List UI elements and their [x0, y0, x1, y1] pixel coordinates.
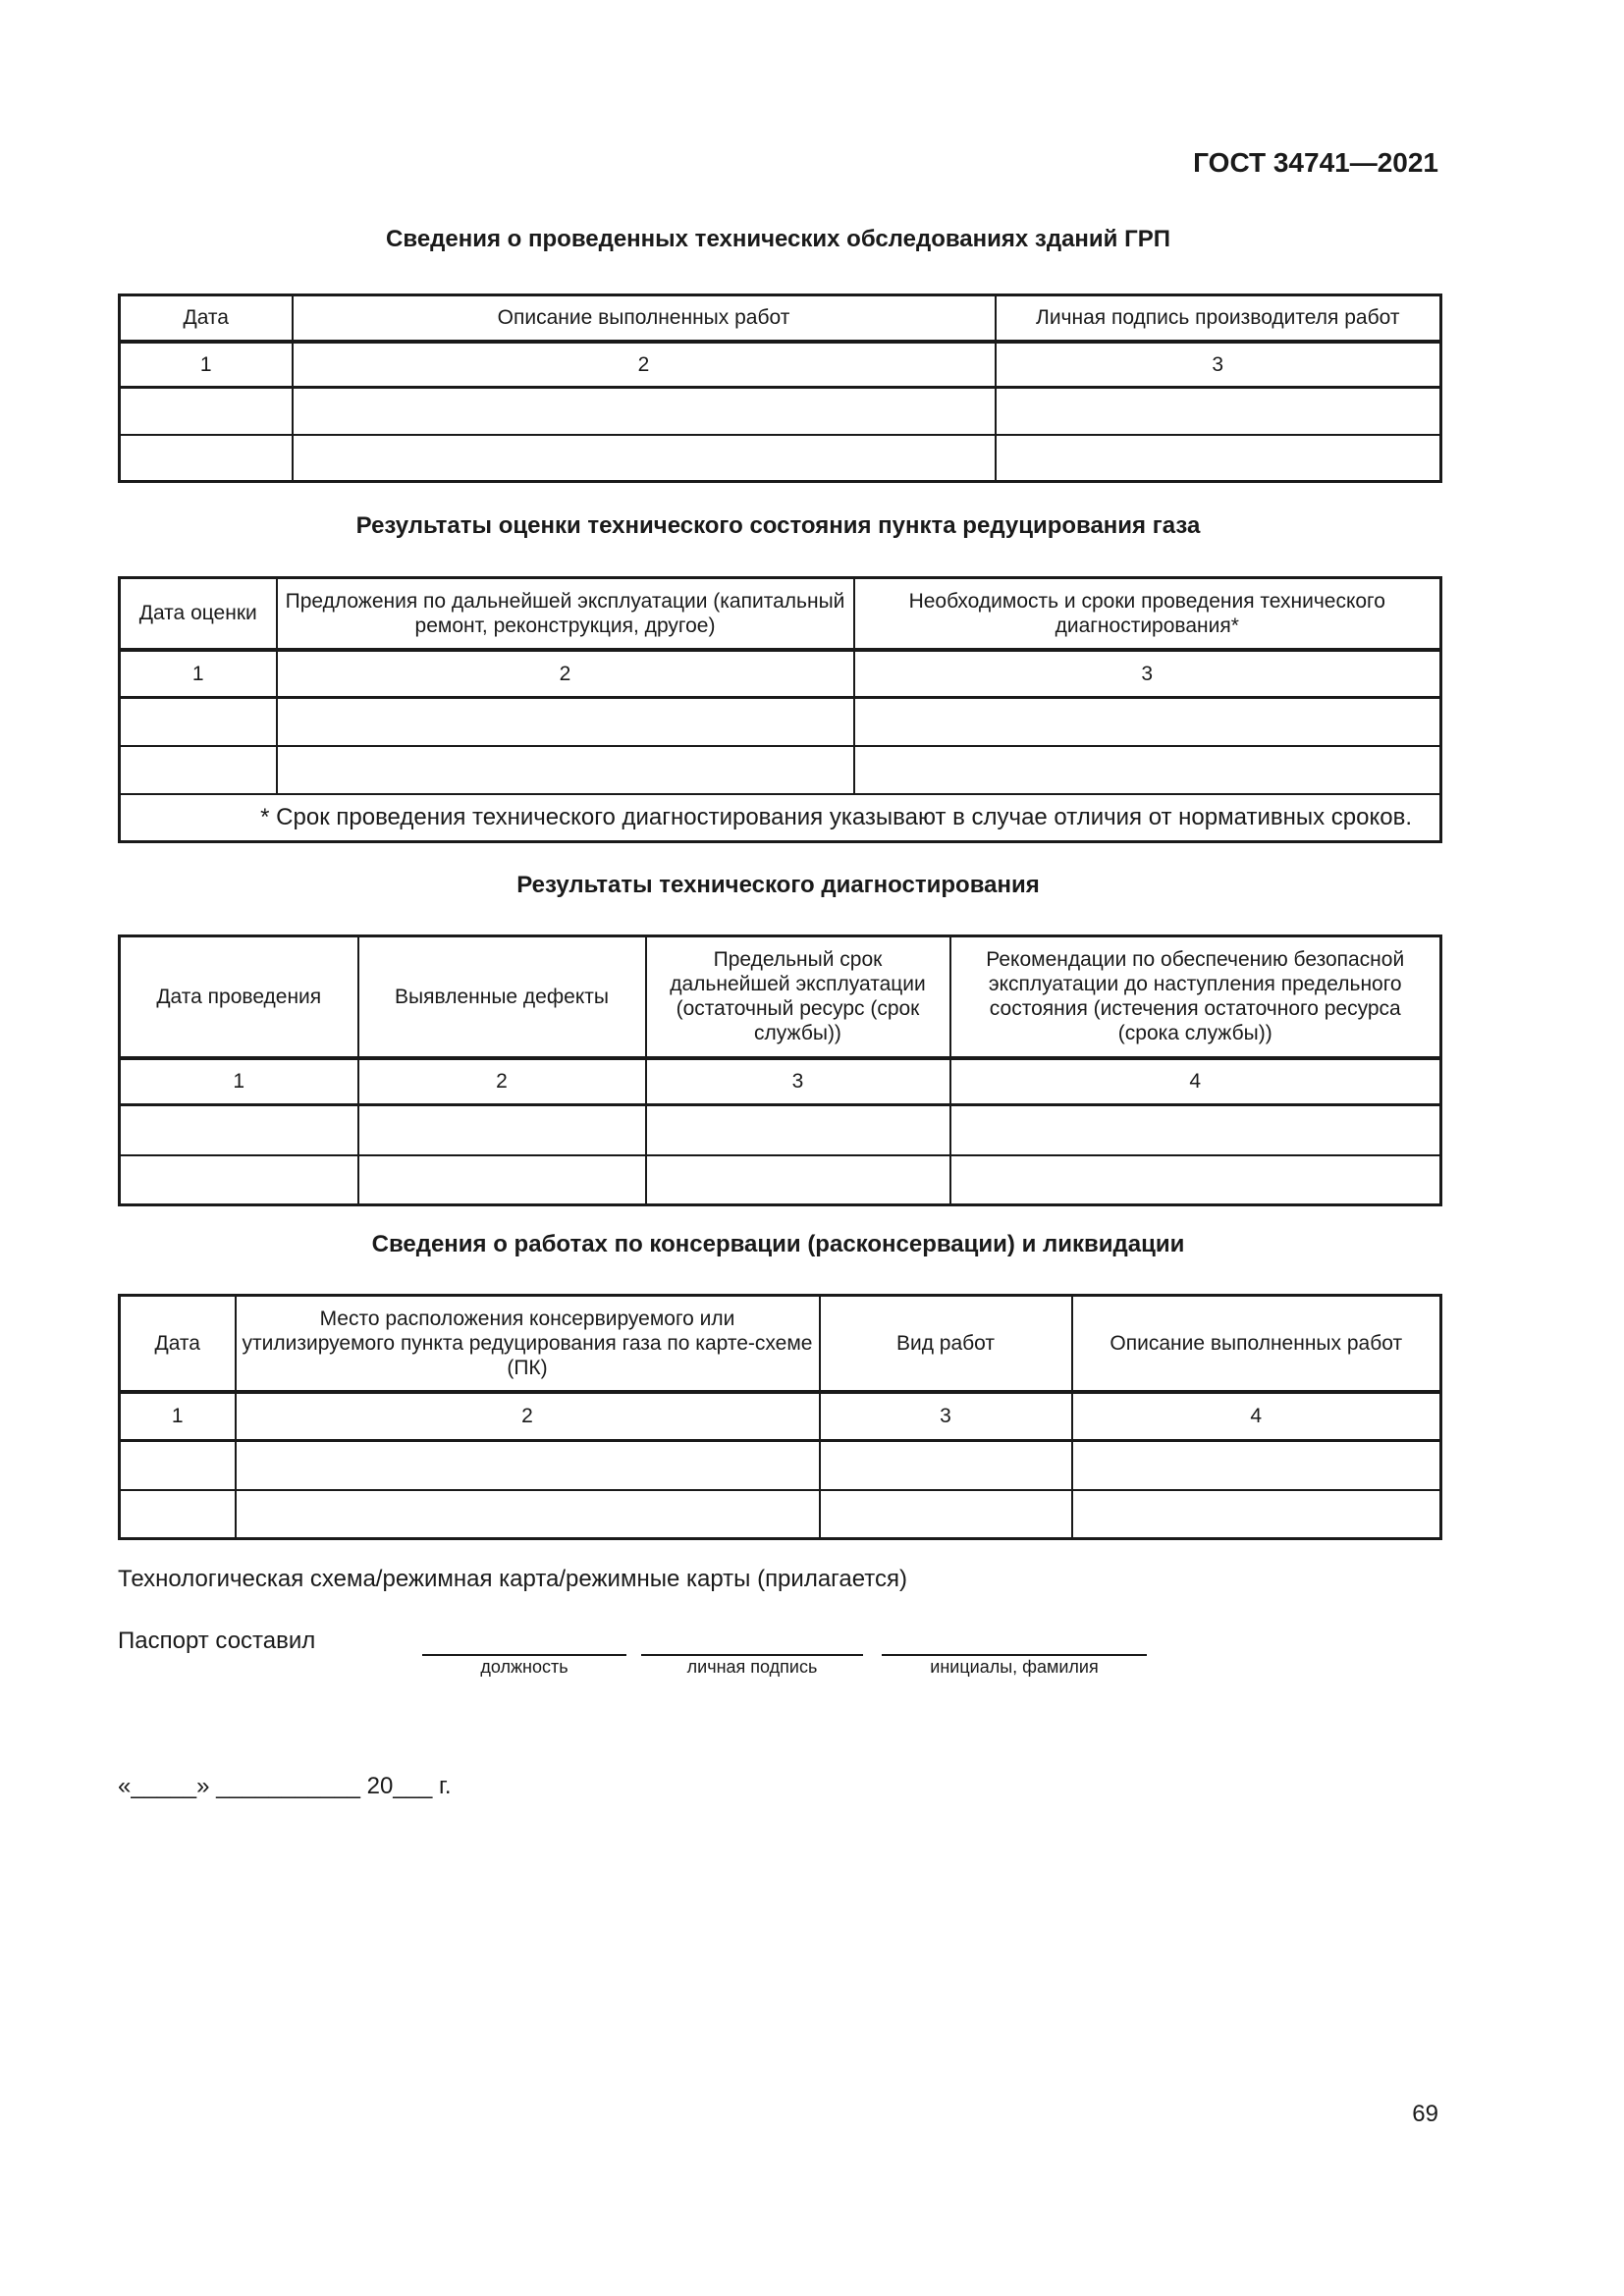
position-signature-line — [422, 1654, 626, 1656]
table-inspections — [118, 294, 1442, 483]
column-number: 3 — [646, 1058, 950, 1105]
column-number: 4 — [950, 1058, 1441, 1105]
compiled-by-label: Паспорт составил — [118, 1628, 316, 1654]
column-header: Описание выполненных работ — [293, 295, 996, 342]
column-header: Дата — [120, 1296, 236, 1392]
empty-cell — [120, 746, 277, 794]
signature-caption-name: инициалы, фамилия — [930, 1657, 1099, 1677]
scheme-attachment-text: Технологическая схема/режимная карта/режимные карты (прилагается) — [118, 1566, 907, 1592]
empty-cell — [646, 1105, 950, 1155]
column-number: 4 — [1072, 1392, 1441, 1441]
column-header: Необходимость и сроки проведения технического диагностирования* — [854, 578, 1441, 650]
empty-cell — [120, 698, 277, 746]
column-number: 1 — [120, 1392, 236, 1441]
empty-cell — [236, 1490, 820, 1539]
column-header: Дата — [120, 295, 293, 342]
table-row — [120, 1490, 1441, 1539]
column-header: Выявленные дефекты — [358, 936, 646, 1058]
table-conservation — [118, 1294, 1442, 1540]
section-title-assessment: Результаты оценки технического состояния пункта редуцирования газа — [355, 512, 1201, 539]
column-header: Вид работ — [820, 1296, 1072, 1392]
empty-cell — [950, 1105, 1441, 1155]
table-row — [120, 388, 1441, 435]
empty-cell — [820, 1490, 1072, 1539]
empty-cell — [120, 1490, 236, 1539]
column-number: 2 — [277, 650, 854, 698]
empty-cell — [277, 698, 854, 746]
table-row — [120, 1155, 1441, 1205]
column-number: 3 — [996, 342, 1441, 388]
date-line: «_____» ___________ 20___ г. — [118, 1773, 452, 1799]
name-signature-line — [882, 1654, 1147, 1656]
column-header: Предельный срок дальнейшей эксплуатации (остаточный ресурс (срок службы)) — [646, 936, 950, 1058]
empty-cell — [120, 435, 293, 482]
empty-cell — [996, 435, 1441, 482]
table-assessment — [118, 576, 1442, 843]
column-header: Дата проведения — [120, 936, 358, 1058]
column-header: Предложения по дальнейшей эксплуатации (капитальный ремонт, реконструкция, другое) — [277, 578, 854, 650]
column-number: 2 — [358, 1058, 646, 1105]
column-number: 1 — [120, 650, 277, 698]
column-header: Дата оценки — [120, 578, 277, 650]
empty-cell — [1072, 1441, 1441, 1490]
personal-signature-line — [641, 1654, 863, 1656]
empty-cell — [358, 1155, 646, 1205]
table-footnote: * Срок проведения технического диагностирования указывают в случае отличия от нормативных сроков. — [120, 794, 1441, 842]
table-diagnostics — [118, 934, 1442, 1206]
empty-cell — [358, 1105, 646, 1155]
table-row — [120, 1441, 1441, 1490]
document-code: ГОСТ 34741—2021 — [1193, 147, 1438, 178]
empty-cell — [820, 1441, 1072, 1490]
section-title-diagnostics: Результаты технического диагностирования — [516, 872, 1040, 898]
empty-cell — [120, 388, 293, 435]
empty-cell — [854, 698, 1441, 746]
empty-cell — [120, 1441, 236, 1490]
column-number: 3 — [854, 650, 1441, 698]
empty-cell — [1072, 1490, 1441, 1539]
empty-cell — [120, 1155, 358, 1205]
empty-cell — [120, 1105, 358, 1155]
empty-cell — [950, 1155, 1441, 1205]
section-title-conservation: Сведения о работах по консервации (расконсервации) и ликвидации — [371, 1231, 1185, 1257]
signature-caption-signature: личная подпись — [686, 1657, 818, 1677]
page-number: 69 — [1412, 2101, 1438, 2127]
table-row — [120, 1105, 1441, 1155]
empty-cell — [293, 388, 996, 435]
table-row — [120, 698, 1441, 746]
column-number: 1 — [120, 1058, 358, 1105]
empty-cell — [854, 746, 1441, 794]
empty-cell — [646, 1155, 950, 1205]
section-title-inspections: Сведения о проведенных технических обследованиях зданий ГРП — [386, 226, 1170, 252]
column-header: Описание выполненных работ — [1072, 1296, 1441, 1392]
table-row — [120, 435, 1441, 482]
column-number: 1 — [120, 342, 293, 388]
empty-cell — [236, 1441, 820, 1490]
column-header: Личная подпись производителя работ — [996, 295, 1441, 342]
column-header: Рекомендации по обеспечению безопасной эксплуатации до наступления предельного состояния (истечения остаточного ресурса (срока службы)) — [950, 936, 1441, 1058]
signature-caption-position: должность — [480, 1657, 568, 1677]
column-number: 3 — [820, 1392, 1072, 1441]
table-row — [120, 746, 1441, 794]
column-header: Место расположения консервируемого или утилизируемого пункта редуцирования газа по карте-схеме (ПК) — [236, 1296, 820, 1392]
empty-cell — [293, 435, 996, 482]
empty-cell — [996, 388, 1441, 435]
column-number: 2 — [293, 342, 996, 388]
column-number: 2 — [236, 1392, 820, 1441]
empty-cell — [277, 746, 854, 794]
